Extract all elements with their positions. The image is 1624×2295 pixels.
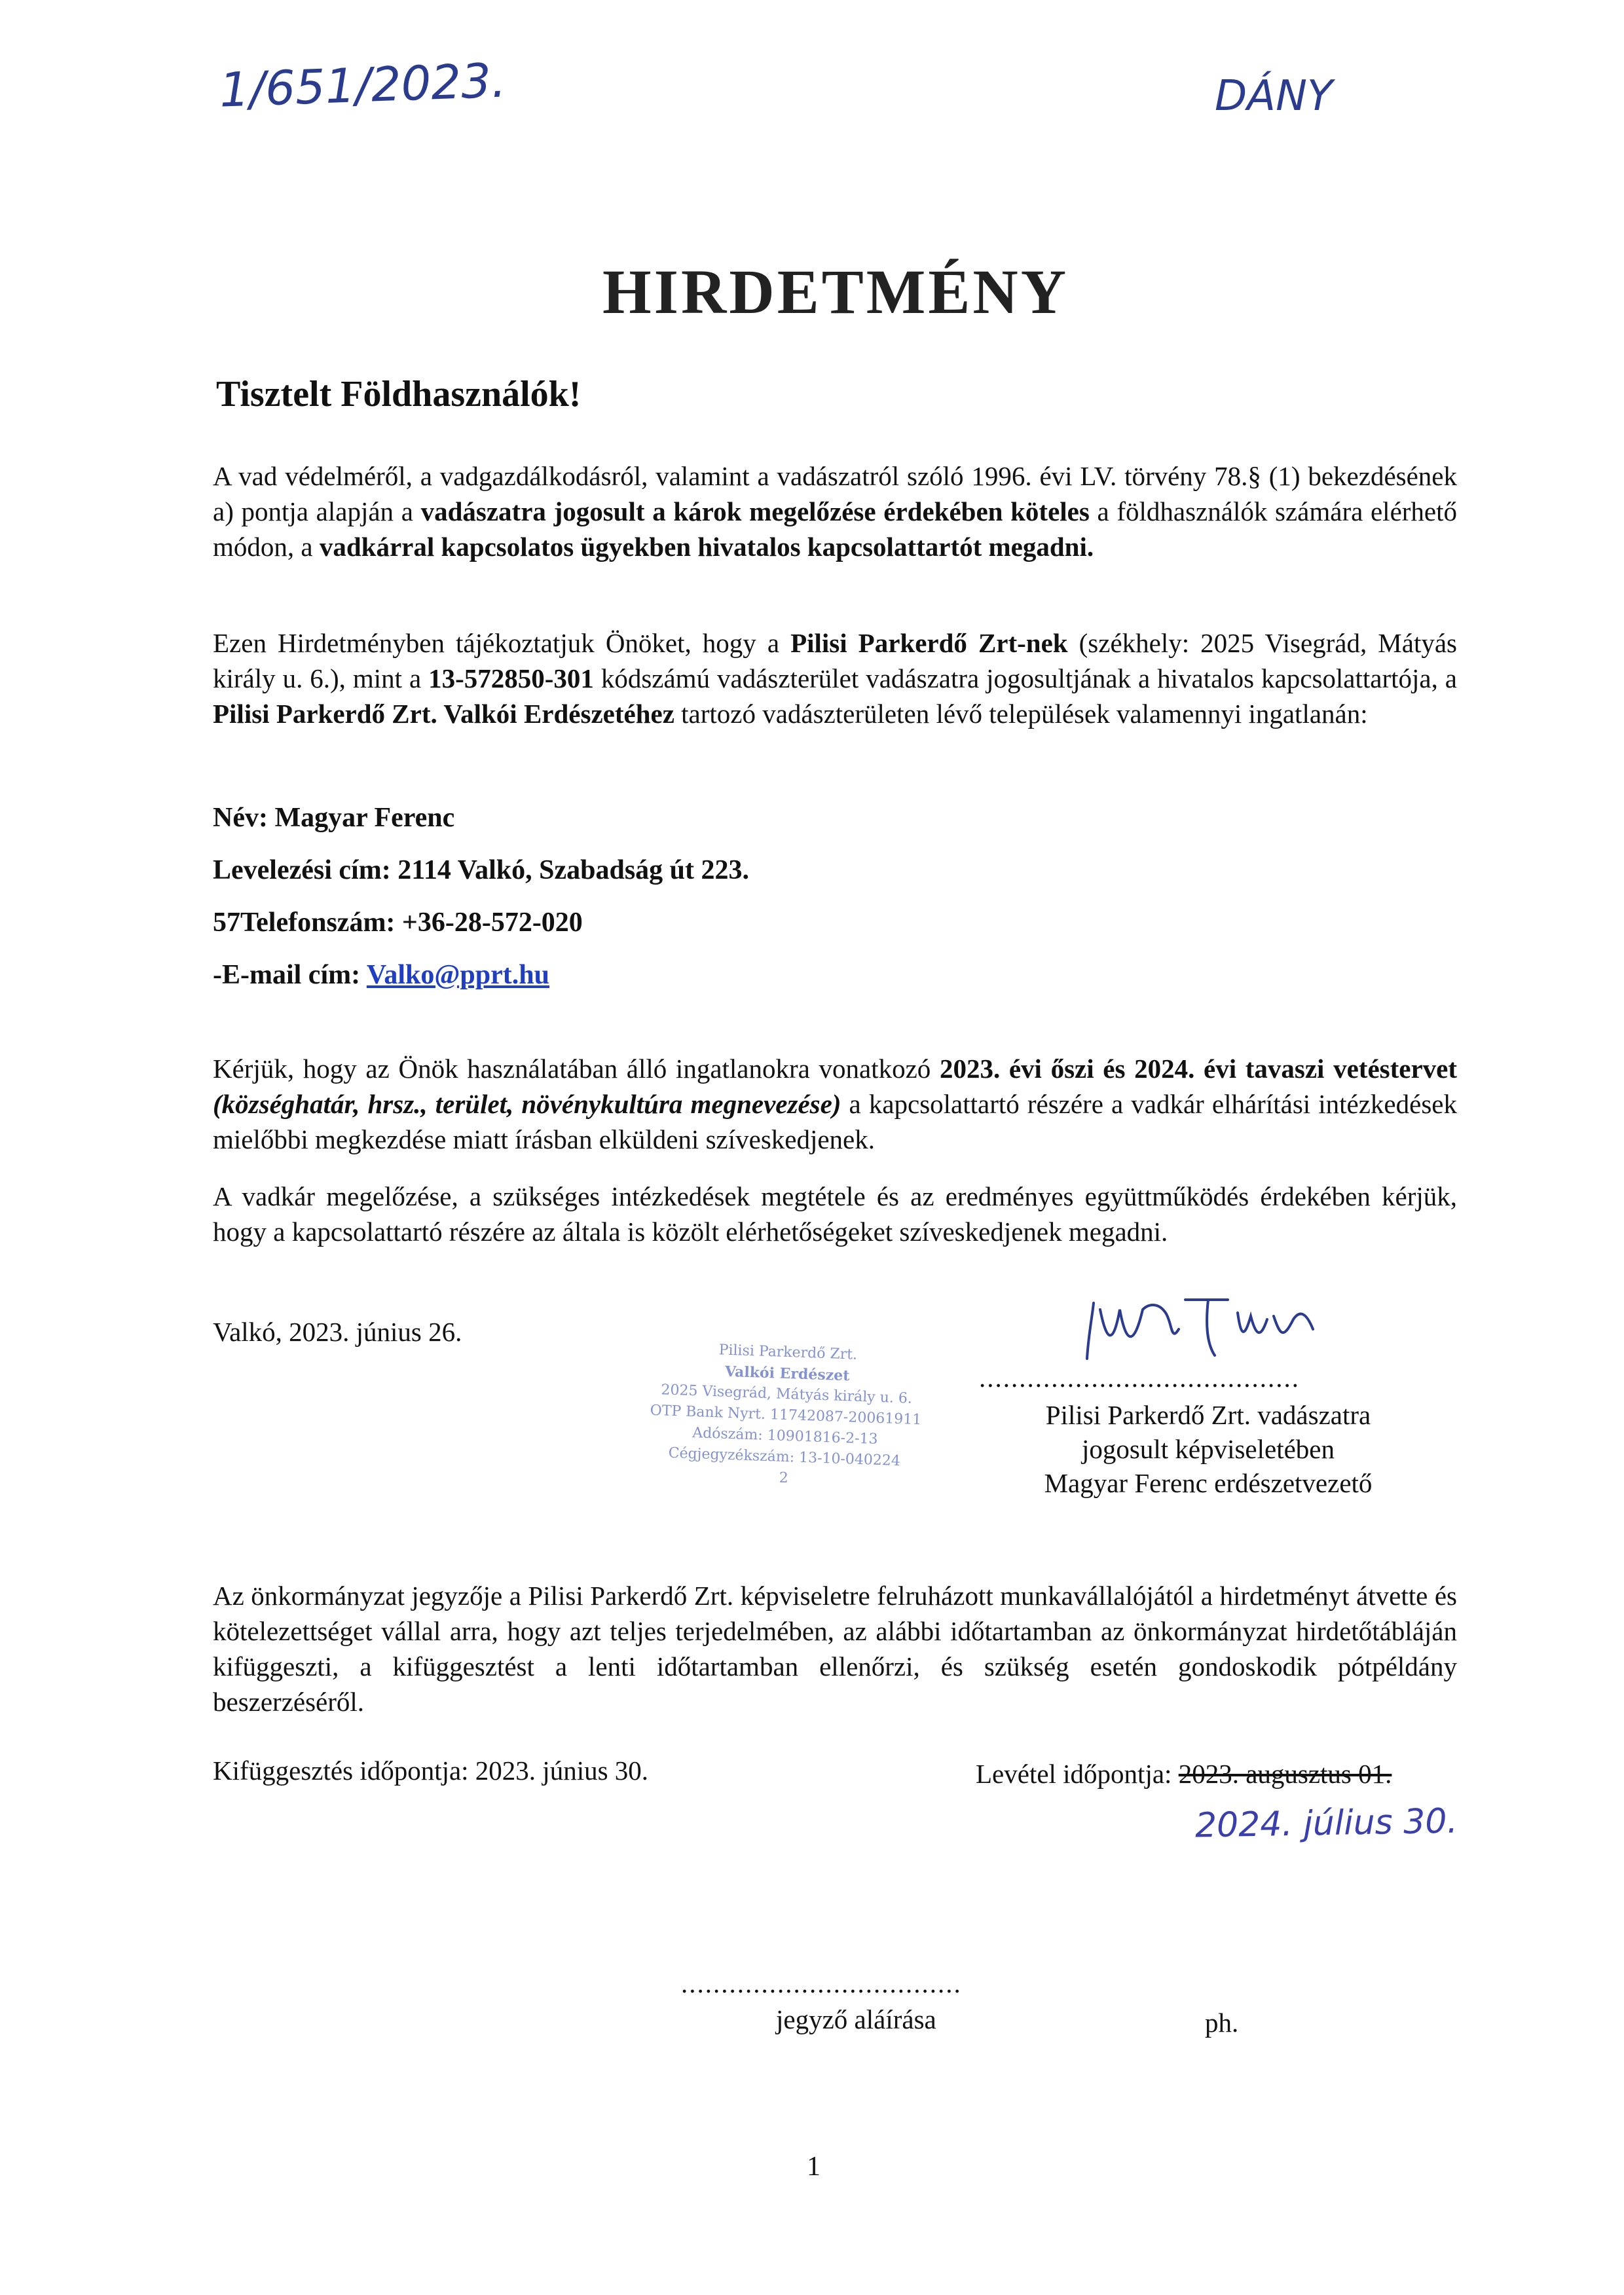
paragraph-legal-basis: A vad védelméről, a vadgazdálkodásról, valamint a vadászatról szóló 1996. évi LV. törvény 78.§ (1) bekezdésének a) pontja alapján a vadászatra jogosult a károk megelőzése érdekében köteles a földhasználók számára elérhető módon, a vadkárral kapcsolatos ügyekben hivatalos kapcsolattartót megadni. bbox=[213, 461, 1458, 562]
paragraph-planting-request: Kérjük, hogy az Önök használatában álló ingatlanokra vonatkozó 2023. évi őszi és 2024. évi tavaszi vetéstervet (községhatár, hrsz., terület, növénykultúra megnevezése) a kapcsolattartó részére a vadkár elhárítási intézkedések mielőbbi megkezdése miatt írásban elküldeni szíveskedjenek. bbox=[213, 1054, 1458, 1154]
official-stamp bbox=[636, 1337, 936, 1494]
posting-date: Kifüggesztés időpontja: 2023. június 30. bbox=[213, 1755, 649, 1786]
notary-signature-line: ................................... bbox=[681, 1968, 962, 1998]
handwritten-signature bbox=[1074, 1283, 1323, 1375]
stamp-line: 2 bbox=[779, 1469, 789, 1487]
page-title: HIRDETMÉNY bbox=[602, 257, 1069, 327]
removal-date: Levétel időpontja: 2023. augusztus 01. bbox=[976, 1759, 1392, 1789]
paragraph-notary-obligation: Az önkormányzat jegyzője a Pilisi Parkerdő Zrt. képviseletre felruházott munkavállalójától a hirdetményt átvette és kötelezettséget vállal arra, hogy azt teljes terjedelmében, az alábbi időtartamban az önkormányzat hirdetőtábláján kifüggeszti, a kifüggesztést a lenti időtartamban ellenőrzi, és szükség esetén gondoskodik pótpéldány beszerzéséről. bbox=[213, 1581, 1457, 1717]
handwritten-file-number: 1/651/2023. bbox=[218, 52, 507, 118]
removal-date-struck: 2023. augusztus 01. bbox=[1178, 1759, 1392, 1789]
contact-email: -E-mail cím: Valko@pprt.hu bbox=[213, 960, 549, 990]
paragraph-contact-intro: Ezen Hirdetményben tájékoztatjuk Önöket, hogy a Pilisi Parkerdő Zrt-nek (székhely: 2025 Visegrád, Mátyás király u. 6.), mint a 13-572850-301 kódszámú vadászterület vadászatra jogosultjának a hivatalos kapcsolattartója, a Pilisi Parkerdő Zrt. Valkói Erdészetéhez tartozó vadászterületen lévő települések valamennyi ingatlanán: bbox=[213, 628, 1457, 729]
email-link[interactable]: Valko@pprt.hu bbox=[366, 960, 549, 990]
stamp-line: Cégjegyzékszám: 13-10-040224 bbox=[668, 1444, 901, 1470]
notary-signature-label: jegyző aláírása bbox=[776, 2004, 936, 2034]
contact-name: Név: Magyar Ferenc bbox=[213, 803, 455, 833]
signature-line-2: jogosult képviseletében bbox=[1082, 1434, 1335, 1464]
stamp-line: Pilisi Parkerdő Zrt. bbox=[718, 1342, 858, 1363]
signature-line-1: Pilisi Parkerdő Zrt. vadászatra bbox=[1045, 1400, 1371, 1430]
seal-placeholder-label: ph. bbox=[1205, 2008, 1239, 2038]
signature-caption bbox=[979, 1398, 1437, 1500]
contact-phone: 57Telefonszám: +36-28-572-020 bbox=[213, 908, 583, 938]
paragraph-cooperation: A vadkár megelőzése, a szükséges intézkedések megtétele és az eredményes együttműködés érdekében kérjük, hogy a kapcsolattartó részére az általa is közölt elérhetőségeket szíveskedjenek megadni. bbox=[213, 1181, 1457, 1247]
stamp-line: 2025 Visegrád, Mátyás király u. 6. bbox=[661, 1382, 913, 1407]
stamp-line: OTP Bank Nyrt. 11742087-20061911 bbox=[650, 1402, 922, 1429]
signature-line: ........................................ bbox=[979, 1363, 1300, 1393]
page-number: 1 bbox=[807, 2152, 821, 2182]
stamp-line: Adószám: 10901816-2-13 bbox=[692, 1425, 878, 1448]
contact-address: Levelezési cím: 2114 Valkó, Szabadság út 223. bbox=[213, 855, 750, 885]
signature-line-3: Magyar Ferenc erdészetvezető bbox=[1044, 1468, 1373, 1498]
stamp-line: Valkói Erdészet bbox=[724, 1363, 850, 1385]
salutation: Tisztelt Földhasználók! bbox=[216, 374, 581, 414]
place-date: Valkó, 2023. június 26. bbox=[213, 1317, 462, 1347]
handwritten-new-removal-date: 2024. július 30. bbox=[1194, 1801, 1458, 1846]
handwritten-town: DÁNY bbox=[1215, 72, 1333, 120]
